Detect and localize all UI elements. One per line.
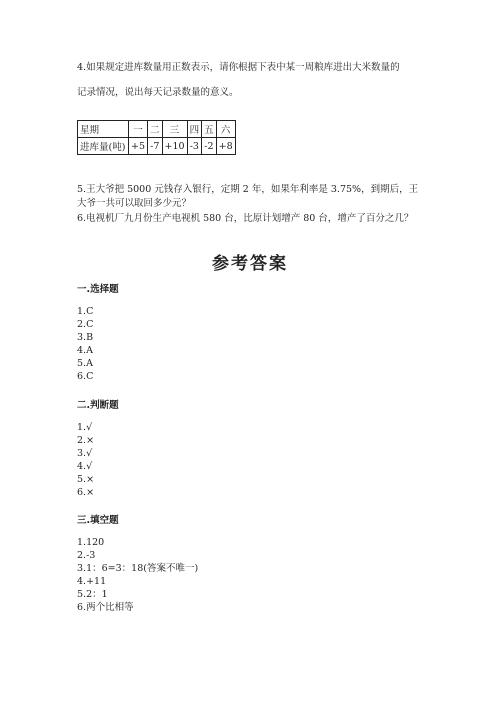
answer-item: 6.×: [77, 487, 95, 498]
answer-item: 1.120: [77, 537, 105, 548]
answer-item: 4.+11: [77, 576, 107, 587]
table-day-cell: 三: [162, 121, 187, 138]
table-value-cell: +10: [162, 138, 187, 155]
table-day-cell: 四: [187, 121, 202, 138]
question-5-line-2: 大爷一共可以取回多少元？: [77, 198, 192, 209]
question-4-line-2: 记录情况，说出每天记录数量的意义。: [77, 87, 239, 98]
table-value-cell: -7: [148, 138, 163, 155]
table-day-cell: 六: [216, 121, 235, 138]
answer-item: 3.√: [77, 448, 93, 459]
question-4-line-1: 4.如果规定进库数量用正数表示，请你根据下表中某一周粮库进出大米数量的: [77, 62, 400, 73]
table-row-values: [78, 138, 236, 155]
answer-item: 2.×: [77, 435, 95, 446]
answer-item: 4.A: [77, 345, 93, 356]
table-value-cell: -2: [202, 138, 217, 155]
table-value-cell: +8: [216, 138, 235, 155]
answer-item: 2.-3: [77, 550, 96, 561]
question-6: 6.电视机厂九月份生产电视机 580 台，比原计划增产 80 台，增产了百分之几？: [77, 213, 414, 224]
grain-record-table: [77, 120, 236, 155]
answer-item: 1.√: [77, 422, 93, 433]
answer-item: 2.C: [77, 319, 94, 330]
table-row-days: [78, 121, 236, 138]
answer-item: 3.1：6=3：18(答案不唯一): [77, 563, 199, 574]
question-5-line-1: 5.王大爷把 5000 元钱存入银行，定期 2 年，如果年利率是 3.75%，到期后，王: [77, 184, 419, 195]
answer-item: 3.B: [77, 332, 94, 343]
table-day-cell: 五: [202, 121, 217, 138]
section-title-choice: 一.选择题: [77, 284, 119, 295]
answer-item: 6.两个比相等: [77, 602, 134, 613]
answer-item: 5.A: [77, 358, 93, 369]
answer-item: 4.√: [77, 461, 93, 472]
section-title-fill: 三.填空题: [77, 515, 119, 526]
table-value-cell: -3: [187, 138, 202, 155]
answer-title: 参考答案: [212, 254, 288, 274]
table-day-cell: 二: [148, 121, 163, 138]
table-row-label: 进库量(吨): [78, 138, 129, 155]
table-value-cell: +5: [129, 138, 148, 155]
answer-item: 1.C: [77, 306, 94, 317]
answer-item: 6.C: [77, 371, 94, 382]
answer-item: 5.2：1: [77, 589, 108, 600]
answer-item: 5.×: [77, 474, 95, 485]
table-header-label: 星期: [78, 121, 129, 138]
table-day-cell: 一: [129, 121, 148, 138]
section-title-judge: 二.判断题: [77, 400, 119, 411]
